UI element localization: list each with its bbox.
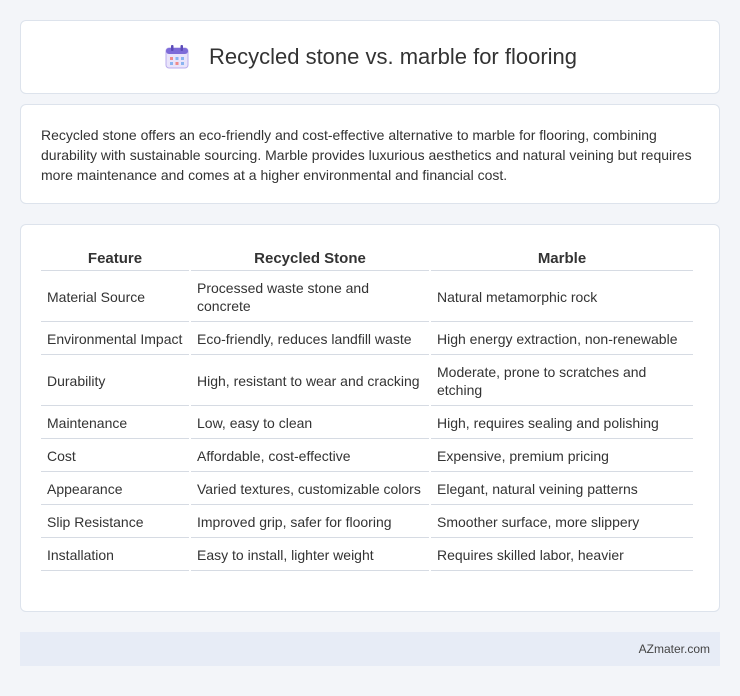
table-cell: Affordable, cost-effective [191, 441, 429, 472]
table-cell: Appearance [41, 474, 189, 505]
table-cell: Slip Resistance [41, 507, 189, 538]
header-recycled-stone: Recycled Stone [191, 247, 429, 271]
table-cell: Material Source [41, 273, 189, 322]
table-cell: Environmental Impact [41, 324, 189, 355]
table-row [41, 441, 693, 472]
table-cell: Expensive, premium pricing [431, 441, 693, 472]
header-marble: Marble [431, 247, 693, 271]
page-title: Recycled stone vs. marble for flooring [208, 44, 578, 69]
table-cell: Varied textures, customizable colors [191, 474, 429, 505]
table-row [41, 273, 693, 322]
table-cell: Processed waste stone and concrete [191, 273, 429, 322]
table-cell: Elegant, natural veining patterns [431, 474, 693, 505]
calendar-icon [163, 43, 191, 71]
comparison-table-card [20, 224, 720, 612]
table-cell: Improved grip, safer for flooring [191, 507, 429, 538]
table-cell: Cost [41, 441, 189, 472]
table-row [41, 324, 693, 355]
table-cell: Maintenance [41, 408, 189, 439]
table-cell: Easy to install, lighter weight [191, 540, 429, 571]
intro-card [20, 104, 720, 204]
table-cell: Natural metamorphic rock [431, 273, 693, 322]
table-cell: Eco-friendly, reduces landfill waste [191, 324, 429, 355]
table-cell: Low, easy to clean [191, 408, 429, 439]
table-row [41, 408, 693, 439]
table-cell: High, resistant to wear and cracking [191, 357, 429, 406]
intro-text: Recycled stone offers an eco-friendly and cost-effective alternative to marble for flooring, combining durability with sustainable sourcing. Marble provides luxurious aesthetics and natural veining but requires more maintenance and comes at a higher environmental and financial cost. [41, 127, 692, 183]
table-cell: High energy extraction, non-renewable [431, 324, 693, 355]
comparison-table [39, 245, 695, 573]
table-cell: High, requires sealing and polishing [431, 408, 693, 439]
table-cell: Installation [41, 540, 189, 571]
table-cell: Smoother surface, more slippery [431, 507, 693, 538]
table-row [41, 507, 693, 538]
title-card [20, 20, 720, 94]
table-cell: Requires skilled labor, heavier [431, 540, 693, 571]
table-row [41, 474, 693, 505]
table-header-row [41, 247, 693, 271]
table-row [41, 540, 693, 571]
table-row [41, 357, 693, 406]
table-cell: Moderate, prone to scratches and etching [431, 357, 693, 406]
footer-brand[interactable]: AZmater.com [638, 642, 710, 656]
table-cell: Durability [41, 357, 189, 406]
header-feature: Feature [41, 247, 189, 271]
footer [20, 632, 720, 666]
